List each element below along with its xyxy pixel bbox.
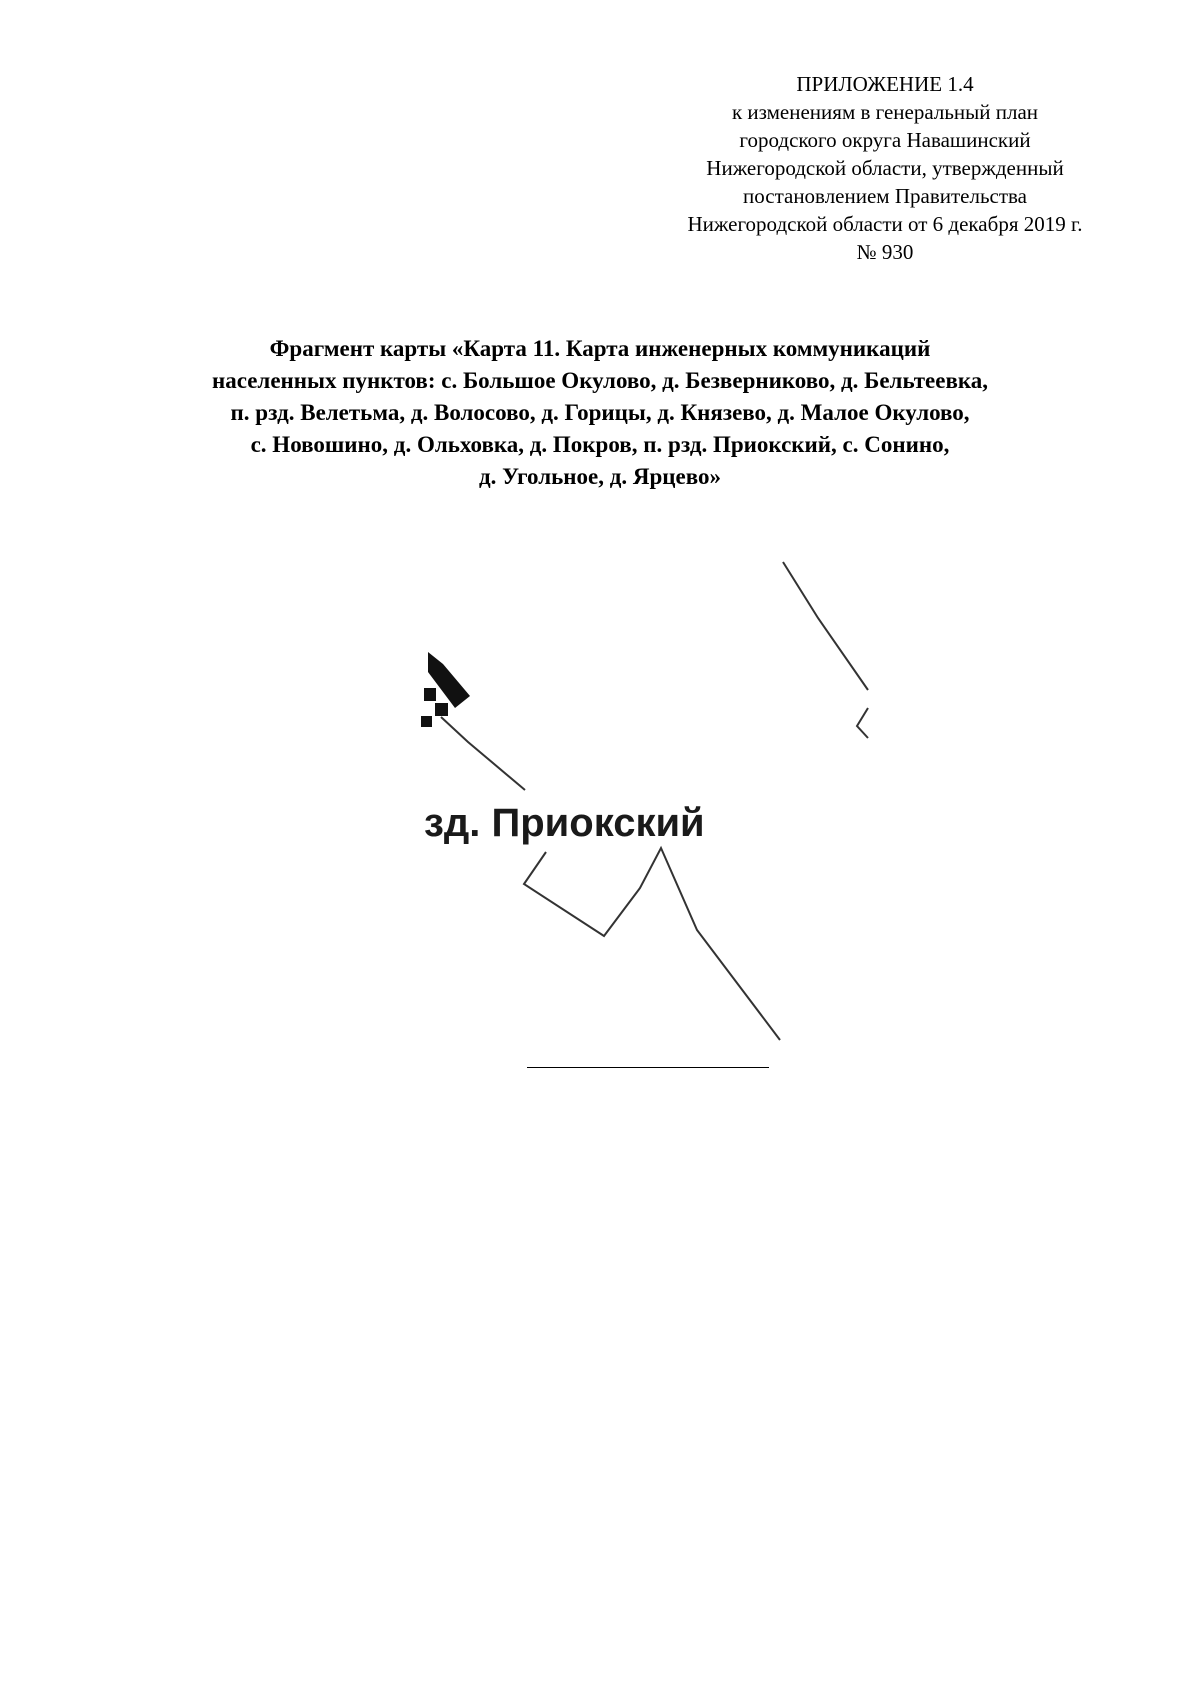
appendix-line: к изменениям в генеральный план (731, 100, 1039, 124)
map-dot (421, 716, 432, 727)
map-boundary-line (857, 708, 868, 738)
appendix-line: Нижегородской области от 6 декабря 2019 г. (687, 212, 1083, 236)
map-boundary-line (524, 848, 780, 1040)
appendix-decree-number: № 930 (856, 240, 914, 264)
title-line: д. Угольное, д. Ярцево» (479, 464, 721, 489)
document-title (100, 333, 1100, 493)
appendix-line: Нижегородской области, утвержденный (706, 156, 1064, 180)
appendix-line: городского округа Навашинский (739, 128, 1031, 152)
appendix-number: ПРИЛОЖЕНИЕ 1.4 (796, 72, 974, 96)
map-road-segment (428, 652, 470, 708)
title-line: Фрагмент карты «Карта 11. Карта инженерных коммуникаций (269, 336, 931, 361)
map-dot (435, 703, 448, 716)
map-dot (424, 688, 436, 701)
map-boundary-line (783, 562, 868, 690)
map-boundary-line (441, 717, 525, 790)
title-line: п. рзд. Велетьма, д. Волосово, д. Горицы, д. Князево, д. Малое Окулово, (230, 400, 970, 425)
end-separator-line (527, 1067, 769, 1068)
title-line: с. Новошино, д. Ольховка, д. Покров, п. рзд. Приокский, с. Сонино, (250, 432, 950, 457)
appendix-header (640, 70, 1130, 266)
title-line: населенных пунктов: с. Большое Окулово, д. Безверниково, д. Бельтеевка, (211, 368, 989, 393)
map-place-label: зд. Приокский (424, 801, 705, 845)
appendix-line: постановлением Правительства (742, 184, 1027, 208)
